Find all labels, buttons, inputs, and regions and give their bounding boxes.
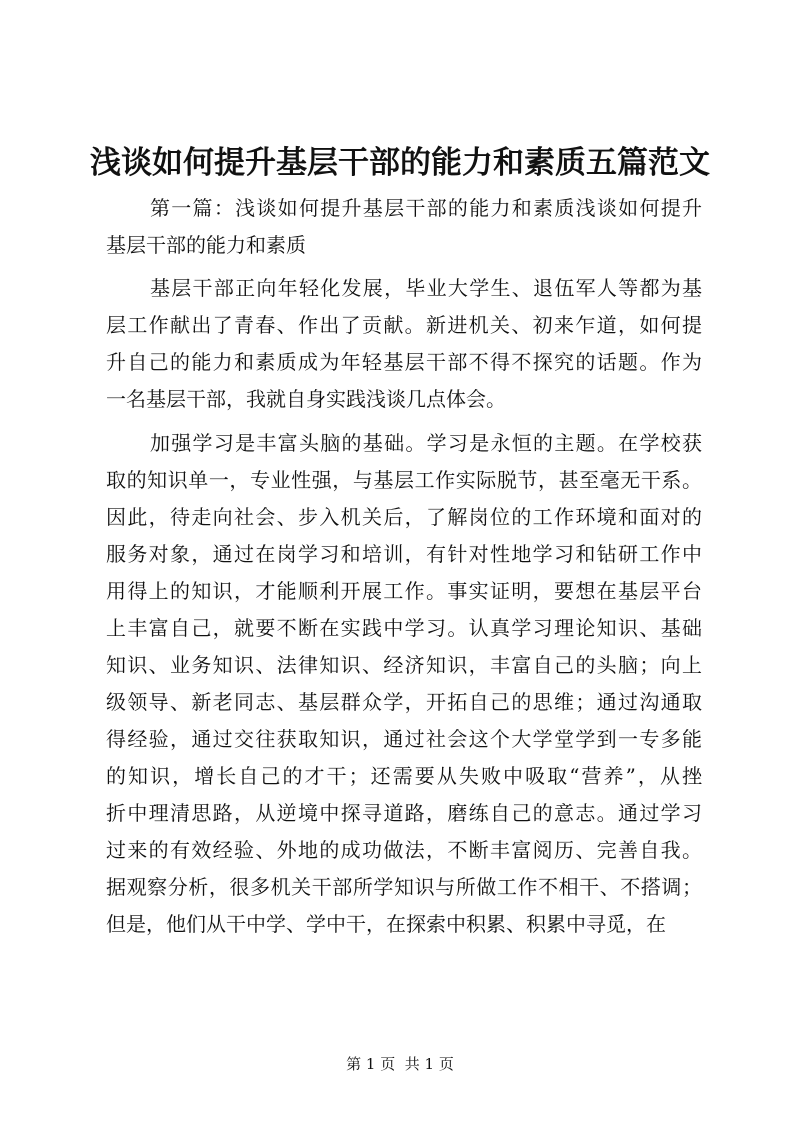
paragraph-line: 升自己的能力和素质成为年轻基层干部不得不探究的话题。作为	[106, 350, 702, 375]
body-paragraph	[106, 270, 702, 418]
paragraph-line: 知识、业务知识、法律知识、经济知识，丰富自己的头脑；向上	[106, 652, 702, 677]
body-paragraph	[106, 190, 702, 264]
paragraph-line: 但是，他们从干中学、学中干，在探索中积累、积累中寻觅，在	[106, 911, 666, 936]
paragraph-line: 据观察分析，很多机关干部所学知识与所做工作不相干、不搭调；	[106, 874, 702, 899]
document-title: 浅谈如何提升基层干部的能力和素质五篇范文	[90, 145, 710, 181]
paragraph-line: 用得上的知识，才能顺利开展工作。事实证明，要想在基层平台	[106, 578, 702, 603]
paragraph-line: 第一篇：浅谈如何提升基层干部的能力和素质浅谈如何提升	[150, 196, 702, 220]
paragraph-line: 一名基层干部，我就自身实践浅谈几点体会。	[106, 387, 506, 412]
paragraph-line: 因此，待走向社会、步入机关后，了解岗位的工作环境和面对的	[106, 504, 702, 529]
paragraph-line: 得经验，通过交往获取知识，通过社会这个大学堂学到一专多能	[106, 726, 702, 751]
paragraph-line: 的知识，增长自己的才干；还需要从失败中吸取“营养”，从挫	[106, 763, 702, 788]
paragraph-line: 加强学习是丰富头脑的基础。学习是永恒的主题。在学校获	[150, 430, 702, 455]
paragraph-line: 取的知识单一，专业性强，与基层工作实际脱节，甚至毫无干系。	[106, 467, 702, 492]
paragraph-line: 基层干部的能力和素质	[106, 233, 306, 257]
paragraph-line: 折中理清思路，从逆境中探寻道路，磨练自己的意志。通过学习	[106, 800, 702, 825]
paragraph-line: 上丰富自己，就要不断在实践中学习。认真学习理论知识、基础	[106, 615, 702, 640]
paragraph-line: 过来的有效经验、外地的成功做法，不断丰富阅历、完善自我。	[106, 837, 702, 862]
paragraph-line: 层工作献出了青春、作出了贡献。新进机关、初来乍道，如何提	[106, 313, 702, 338]
page-footer: 第 1 页 共 1 页	[346, 1055, 454, 1073]
paragraph-line: 基层干部正向年轻化发展，毕业大学生、退伍军人等都为基	[150, 276, 702, 301]
body-paragraph	[106, 425, 702, 943]
paragraph-line: 服务对象，通过在岗学习和培训，有针对性地学习和钻研工作中	[106, 541, 702, 566]
document-body	[106, 190, 702, 949]
paragraph-line: 级领导、新老同志、基层群众学，开拓自己的思维；通过沟通取	[106, 689, 702, 714]
